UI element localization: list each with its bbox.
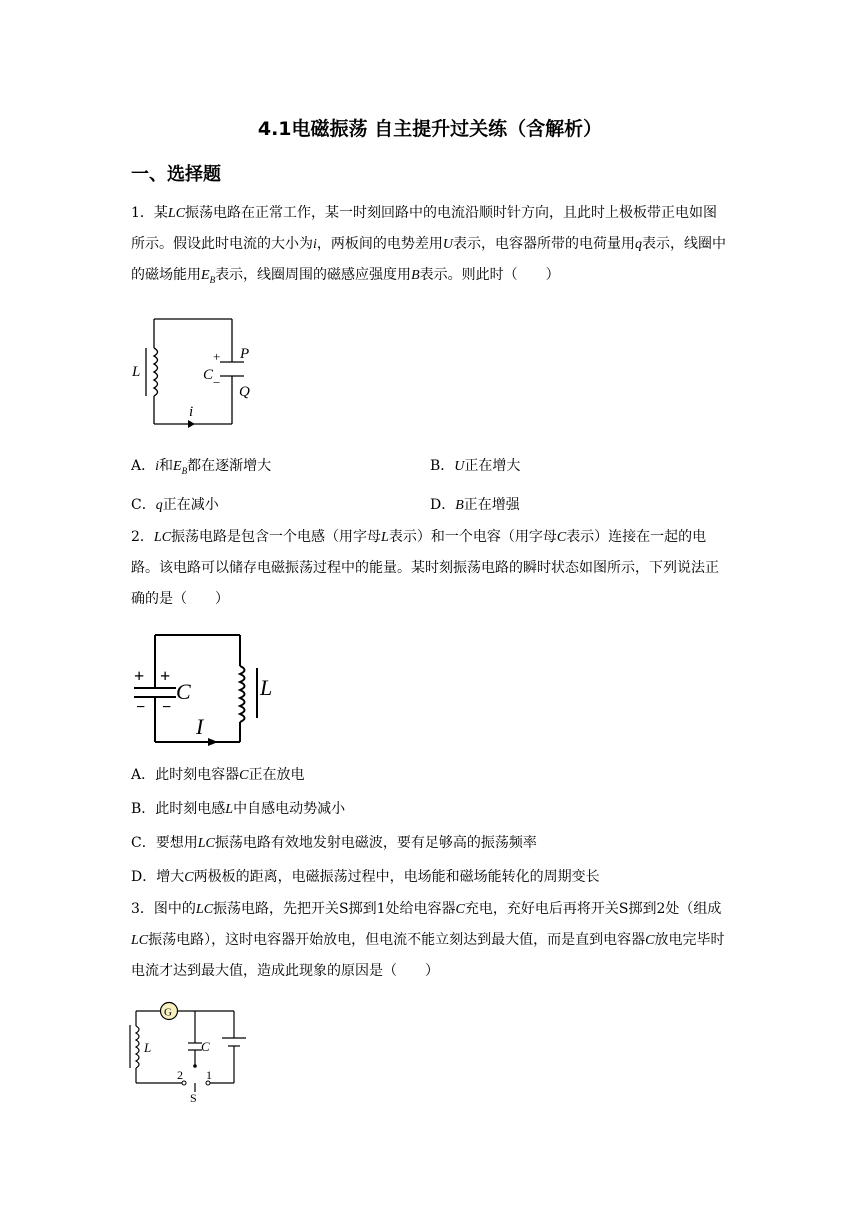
q1-u: U [442,237,454,252]
q2-option-c[interactable]: C．要想用LC振荡电路有效地发射电磁波，要有足够高的振荡频率 [131,835,537,851]
q1-text-a: 振荡电路在正常工作，某一时刻回路中的电流沿顺时针方向，且此时上极板带正电如图所示。假设此时电流的大小为 [131,205,718,252]
q1-fig-label-i: i [189,404,194,420]
q1-e-sub: B [209,274,216,285]
q1-number: 1．某 [131,205,168,221]
q1-option-a[interactable]: A．i和$E_B$都在逐渐增大 [131,458,272,476]
q2-fig-label-l: L [260,675,273,700]
q1-fig-plus: + [213,349,221,364]
question-2-stem: 2．LC振荡电路是包含一个电感（用字母L表示）和一个电容（用字母C表示）连接在一起的电路。该电路可以储存电磁振荡过程中的能量。某时刻振荡电路的瞬时状态如图所示，下列说法正确的是（ ） [131,529,719,607]
q2-fig-plus-2: + [160,666,171,686]
q3-fig-label-s: S [190,1091,197,1104]
q1-text-c: 表示，电容器所带的电荷量用 [453,236,636,252]
q1-text-e: 表示，线圈周围的磁感应强度用 [215,267,412,283]
document-title: 4.1电磁振荡 自主提升过关练（含解析） [257,118,603,140]
q3-fig-label-1: 1 [206,1068,212,1082]
q1-fig-label-l: L [132,364,141,380]
q2-fig-label-c: C [176,679,191,704]
q1-fig-label-c: C [203,367,214,383]
q3-circuit-diagram [128,1000,253,1104]
q1-b: B [411,268,420,283]
q1-e: E [201,268,210,283]
q1-q: q [635,237,643,252]
question-3-stem: 3．图中的LC振荡电路，先把开关S掷到1处给电容器C充电，充好电后再将开关S掷到2处（组成LC振荡电路），这时电容器开始放电，但电流不能立刻达到最大值，而是直到电容器C放电完毕时电流才达到最大值，造成此现象的原因是（ ） [131,901,725,979]
q3-fig-label-l: L [144,1040,152,1055]
section-heading: 一、选择题 [131,164,221,185]
q2-circuit-diagram [130,630,290,750]
q1-fig-label-q: Q [239,384,250,400]
q1-fig-minus: − [213,375,221,390]
q2-option-b[interactable]: B．此时刻电感L中自感电动势减小 [131,801,346,817]
q2-fig-minus-1: − [136,699,146,716]
q1-option-d[interactable]: D．B正在增强 [430,497,520,513]
q3-fig-galvanometer-g: G [164,1006,172,1019]
q3-fig-label-2: 2 [177,1068,183,1082]
q2-option-a[interactable]: A．此时刻电容器C正在放电 [131,767,305,783]
q1-text-f: 表示。则此时（ ） [419,267,560,283]
q2-fig-label-i: I [196,714,204,739]
q1-option-b[interactable]: B．U正在增大 [430,458,521,474]
q1-i: i [313,237,317,252]
q1-text-b: ，两板间的电势差用 [316,236,443,252]
q1-circuit-diagram [128,312,268,432]
q3-fig-label-c: C [201,1039,210,1054]
q1-fig-label-p: P [240,346,250,362]
q2-option-d[interactable]: D．增大C两极板的距离，电磁振荡过程中，电场能和磁场能转化的周期变长 [131,869,600,885]
q1-text-d: 表示，线圈中的磁场能用 [131,236,727,283]
q1-lc: LC [167,206,186,221]
question-1-stem [131,198,731,297]
q2-fig-plus-1: + [134,666,145,686]
q2-fig-minus-2: − [162,699,172,716]
q1-option-c[interactable]: C．q正在减小 [131,497,219,513]
